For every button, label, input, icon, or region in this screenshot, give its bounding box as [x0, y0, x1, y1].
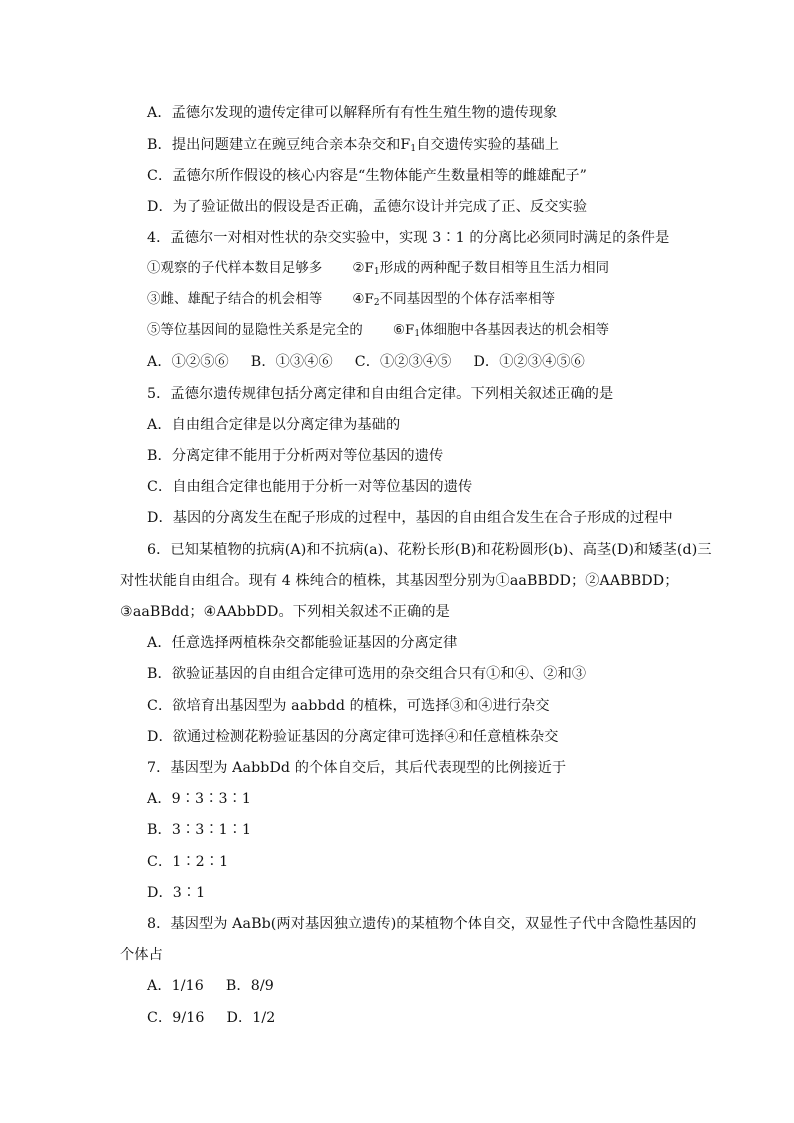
q4-condition-6: [393, 323, 609, 338]
q4-condition-6-post: 体细胞中各基因表达的机会相等: [420, 323, 610, 338]
q4-condition-3: ③雌、雄配子结合的机会相等: [147, 292, 323, 307]
q3-option-b-text: B．提出问题建立在豌豆纯合亲本杂交和F: [147, 137, 411, 153]
q3-option-a: A．孟德尔发现的遗传定律可以解释所有有性生殖生物的遗传现象: [147, 105, 558, 121]
q3-option-b-text-rest: 自交遗传实验的基础上: [416, 137, 560, 153]
q4-conditions-row-2: [147, 290, 555, 310]
q4-condition-4-pre: ④F: [352, 292, 374, 307]
q4-option-a: A．①②⑤⑥: [147, 354, 229, 370]
q4-condition-2-pre: ②F: [352, 261, 374, 276]
q8-option-a: A．1/16: [147, 978, 204, 994]
q8-option-c: C．9/16: [147, 1010, 205, 1026]
q8-option-d: D．1/2: [226, 1010, 276, 1026]
subscript: 1: [373, 267, 380, 277]
q5-option-c: C．自由组合定律也能用于分析一对等位基因的遗传: [147, 479, 473, 495]
q6-option-b: B．欲验证基因的自由组合定律可选用的杂交组合只有①和④、②和③: [147, 666, 587, 682]
q4-options: [147, 352, 585, 372]
q5-stem: 5．孟德尔遗传规律包括分离定律和自由组合定律。下列相关叙述正确的是: [147, 386, 614, 402]
q8-stem-line-1: 8．基因型为 AaBb(两对基因独立遗传)的某植物个体自交，双显性子代中含隐性基因的: [147, 916, 697, 932]
q3-option-c: C．孟德尔所作假设的核心内容是“生物体能产生数量相等的雌雄配子”: [147, 168, 588, 184]
q7-stem: 7．基因型为 AabbDd 的个体自交后，其后代表现型的比例接近于: [147, 760, 567, 776]
q3-option-d: D．为了验证做出的假设是否正确，孟德尔设计并完成了正、反交实验: [147, 199, 588, 215]
q4-condition-4: [352, 292, 555, 307]
q7-option-b: B．3∶3∶1∶1: [147, 822, 252, 838]
q5-option-d: D．基因的分离发生在配子形成的过程中，基因的自由组合发生在合子形成的过程中: [147, 510, 673, 526]
q8-stem-line-2: 个体占: [120, 947, 163, 963]
q4-option-c: C．①②③④⑤: [354, 354, 452, 370]
q4-option-d: D．①②③④⑤⑥: [473, 354, 585, 370]
q4-condition-2-post: 形成的两种配子数目相等且生活力相同: [379, 261, 610, 276]
q8-option-b: B．8/9: [225, 978, 274, 994]
q8-options-row-2: [147, 1008, 275, 1028]
q4-condition-4-post: 不同基因型的个体存活率相等: [379, 292, 556, 307]
q5-option-a: A．自由组合定律是以分离定律为基础的: [147, 417, 401, 433]
q7-option-d: D．3∶1: [147, 885, 206, 901]
q6-option-d: D．欲通过检测花粉验证基因的分离定律可选择④和任意植株杂交: [147, 729, 559, 745]
q3-option-b: [147, 135, 559, 155]
subscript: 1: [414, 329, 421, 339]
q4-stem: 4．孟德尔一对相对性状的杂交实验中，实现 3∶1 的分离比必须同时满足的条件是: [147, 230, 670, 246]
q6-option-c: C．欲培育出基因型为 aabbdd 的植株，可选择③和④进行杂交: [147, 698, 550, 714]
q4-option-b: B．①③④⑥: [250, 354, 333, 370]
q4-conditions-row-1: [147, 259, 609, 279]
q8-options-row-1: [147, 976, 274, 996]
subscript: 2: [373, 298, 380, 308]
q4-conditions-row-3: [147, 321, 609, 341]
q5-option-b: B．分离定律不能用于分析两对等位基因的遗传: [147, 448, 444, 464]
q4-condition-1: ①观察的子代样本数目足够多: [147, 261, 323, 276]
q7-option-c: C．1∶2∶1: [147, 854, 229, 870]
q6-stem-line-2: 对性状能自由组合。现有 4 株纯合的植株，其基因型分别为①aaBBDD；②AABBDD；: [120, 573, 679, 589]
q7-option-a: A．9∶3∶3∶1: [147, 791, 252, 807]
q4-condition-6-pre: ⑥F: [392, 323, 415, 338]
q6-option-a: A．任意选择两植株杂交都能验证基因的分离定律: [147, 635, 458, 651]
subscript: 1: [410, 144, 417, 154]
q4-condition-2: [352, 261, 609, 276]
q4-condition-5: ⑤等位基因间的显隐性关系是完全的: [147, 323, 363, 338]
q6-stem-line-3: ③aaBBdd；④AAbbDD。下列相关叙述不正确的是: [120, 604, 450, 620]
q6-stem-line-1: 6．已知某植物的抗病(A)和不抗病(a)、花粉长形(B)和花粉圆形(b)、高茎(D)和矮茎(d)三: [147, 542, 712, 558]
